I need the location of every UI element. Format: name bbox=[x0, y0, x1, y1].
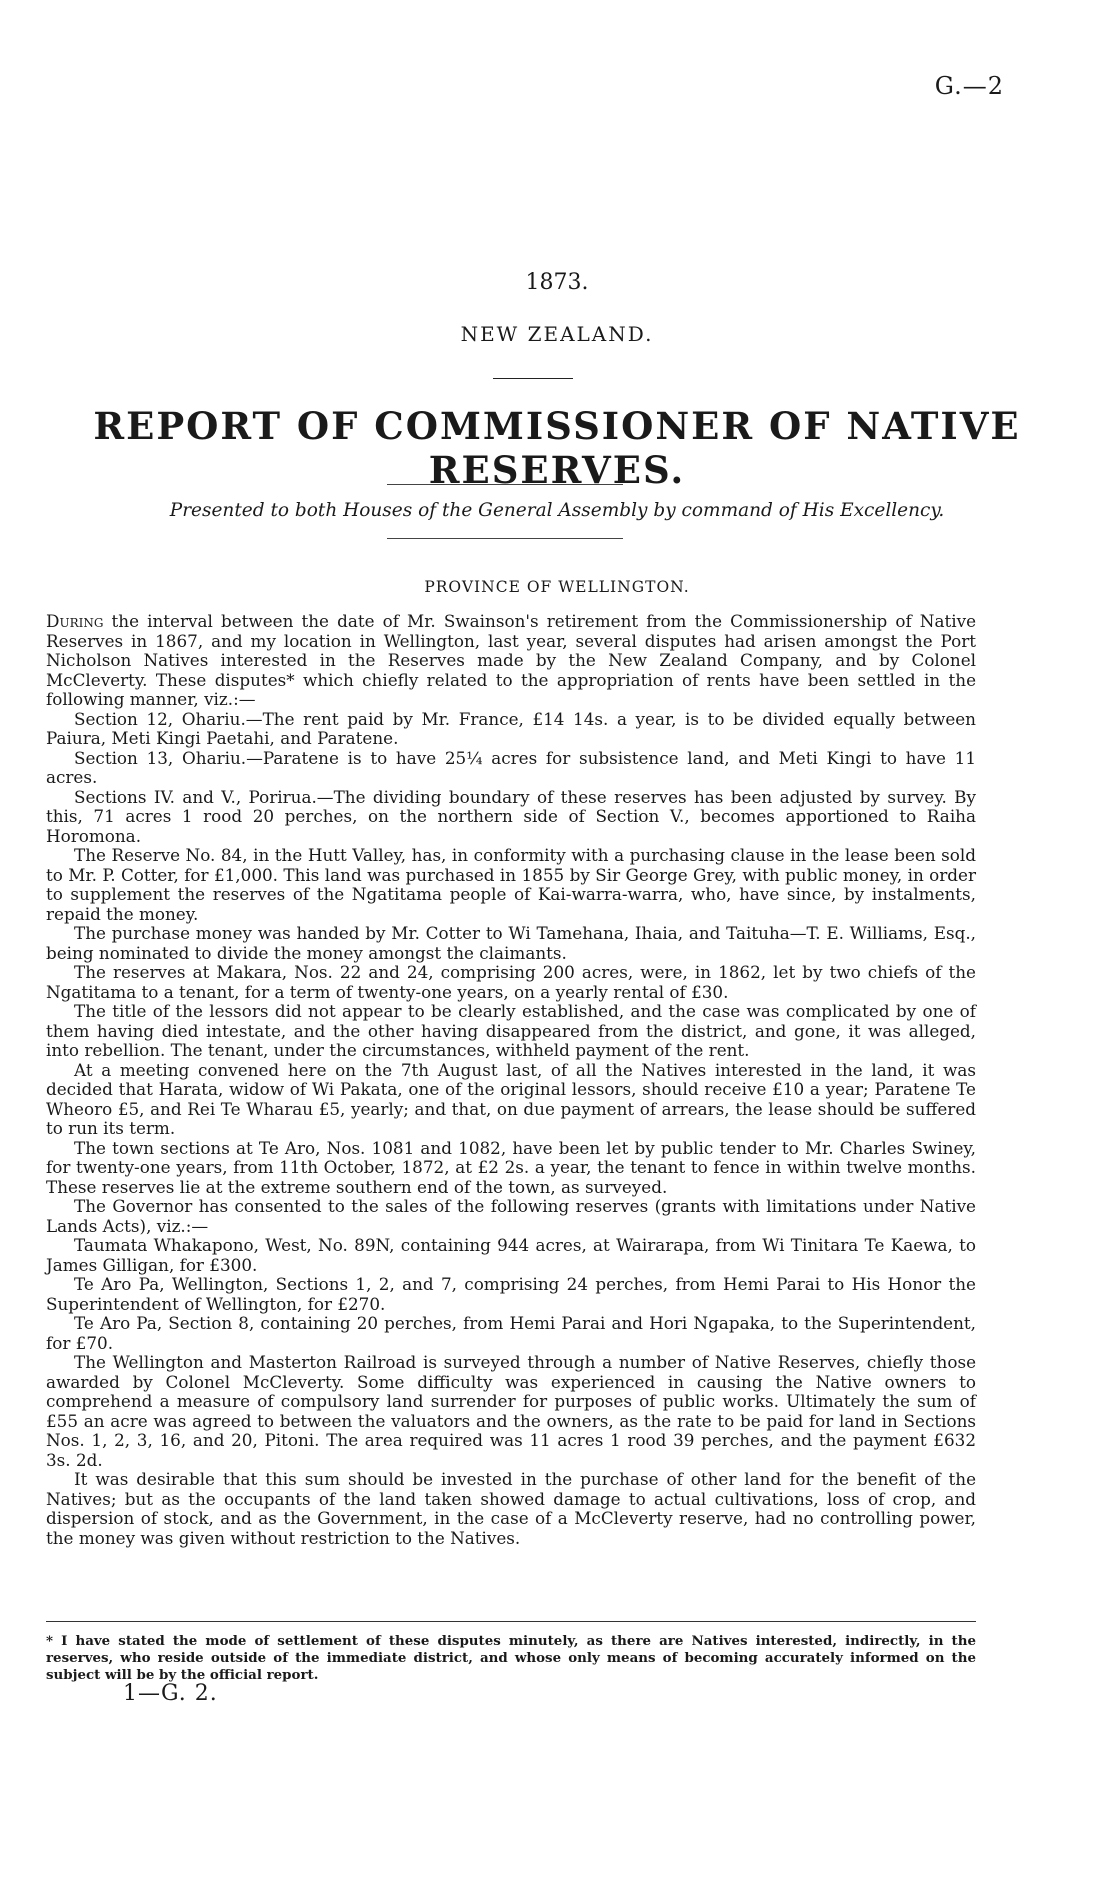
report-title: REPORT OF COMMISSIONER OF NATIVE RESERVES. bbox=[93, 404, 1021, 492]
report-year: 1873. bbox=[525, 270, 589, 295]
presented-bottom-rule bbox=[387, 538, 623, 539]
paragraph: Te Aro Pa, Wellington, Sections 1, 2, and 7, comprising 24 perches, from Hemi Parai to His Honor the Superintendent of Wellington, for £270. bbox=[46, 1274, 976, 1314]
paragraph-text: the interval between the date of Mr. Swainson's retirement from the Commissionership of Native Reserves in 1867, and my location in Wellington, last year, several disputes had arisen amongst the Port Nicholson Natives interested in the Reserves made by the New Zealand Company, and by Colonel McCleverty. These disputes* which chiefly related to the appropriation of rents have been settled in the following manner, viz.:— bbox=[46, 611, 976, 709]
paragraph: The Reserve No. 84, in the Hutt Valley, has, in conformity with a purchasing clause in the lease been sold to Mr. P. Cotter, for £1,000. This land was purchased in 1855 by Sir George Grey, with public money, in order to supplement the reserves of the Ngatitama people of Kai-warra-warra, who, have since, by instalments, repaid the money. bbox=[46, 845, 976, 924]
drop-word: During bbox=[46, 611, 104, 631]
paragraph: Section 12, Ohariu.—The rent paid by Mr. France, £14 14s. a year, is to be divided equally between Paiura, Meti Kingi Paetahi, and Paratene. bbox=[46, 708, 976, 748]
country-heading: NEW ZEALAND. bbox=[460, 322, 654, 346]
paragraph: Sections IV. and V., Porirua.—The dividing boundary of these reserves has been adjusted by survey. By this, 71 acres 1 rood 20 perches, on the northern side of Section V., becomes apportioned to Raiha Horomona. bbox=[46, 786, 976, 846]
footnote-divider bbox=[46, 1621, 976, 1622]
paragraph bbox=[46, 612, 976, 710]
paragraph: At a meeting convened here on the 7th August last, of all the Natives interested in the land, it was decided that Harata, widow of Wi Pakata, one of the original lessors, should receive £10 a year; Paratene Te Wheoro £5, and Rei Te Wharau £5, yearly; and that, on due payment of arrears, the lease should be suffered to run its term. bbox=[46, 1059, 976, 1138]
paragraph: The reserves at Makara, Nos. 22 and 24, comprising 200 acres, were, in 1862, let by two chiefs of the Ngatitama to a tenant, for a term of twenty-one years, on a yearly rental of £30. bbox=[46, 962, 976, 1002]
paragraph: It was desirable that this sum should be invested in the purchase of other land for the benefit of the Natives; but as the occupants of the land taken showed damage to actual cultivations, loss of crop, and dispersion of stock, and as the Government, in the case of a McCleverty reserve, had no controlling power, the money was given without restriction to the Natives. bbox=[46, 1469, 976, 1548]
paragraph: Section 13, Ohariu.—Paratene is to have 25¼ acres for subsistence land, and Meti Kingi to have 11 acres. bbox=[46, 747, 976, 787]
paragraph: Te Aro Pa, Section 8, containing 20 perches, from Hemi Parai and Hori Ngapaka, to the Superintendent, for £70. bbox=[46, 1313, 976, 1353]
presented-top-rule bbox=[387, 484, 623, 485]
paragraph: Taumata Whakapono, West, No. 89N, containing 944 acres, at Wairarapa, from Wi Tinitara Te Kaewa, to James Gilligan, for £300. bbox=[46, 1235, 976, 1275]
footnote: * I have stated the mode of settlement of these disputes minutely, as there are Natives interested, indirectly, in the reserves, who reside outside of the immediate district, and whose only means of becoming accurately informed on the subject will be by the official report. bbox=[46, 1633, 976, 1683]
sheet-signature-mark: 1—G. 2. bbox=[123, 1681, 218, 1706]
paragraph: The town sections at Te Aro, Nos. 1081 and 1082, have been let by public tender to Mr. Charles Swiney, for twenty-one years, from 11th October, 1872, at £2 2s. a year, the tenant to fence in within twelve months. These reserves lie at the extreme southern end of the town, as surveyed. bbox=[46, 1137, 976, 1197]
paragraph: The Governor has consented to the sales of the following reserves (grants with limitations under Native Lands Acts), viz.:— bbox=[46, 1196, 976, 1236]
report-body bbox=[46, 612, 976, 1548]
paragraph: The Wellington and Masterton Railroad is surveyed through a number of Native Reserves, chiefly those awarded by Colonel McCleverty. Some difficulty was experienced in causing the Native owners to comprehend a measure of compulsory land surrender for purposes of public works. Ultimately the sum of £55 an acre was agreed to between the valuators and the owners, as the rate to be paid for land in Sections Nos. 1, 2, 3, 16, and 20, Pitoni. The area required was 11 acres 1 rood 39 perches, and the payment £632 3s. 2d. bbox=[46, 1352, 976, 1470]
title-divider bbox=[493, 378, 573, 379]
presented-line: Presented to both Houses of the General Assembly by command of His Excellency. bbox=[169, 500, 945, 521]
paragraph: The title of the lessors did not appear to be clearly established, and the case was complicated by one of them having died intestate, and the other having disappeared from the district, and gone, it was alleged, into rebellion. The tenant, under the circumstances, withheld payment of the rent. bbox=[46, 1001, 976, 1060]
page-identifier: G.—2 bbox=[934, 72, 1004, 100]
province-heading: PROVINCE OF WELLINGTON. bbox=[424, 578, 690, 596]
paragraph: The purchase money was handed by Mr. Cotter to Wi Tamehana, Ihaia, and Taituha—T. E. Williams, Esq., being nominated to divide the money amongst the claimants. bbox=[46, 923, 976, 963]
